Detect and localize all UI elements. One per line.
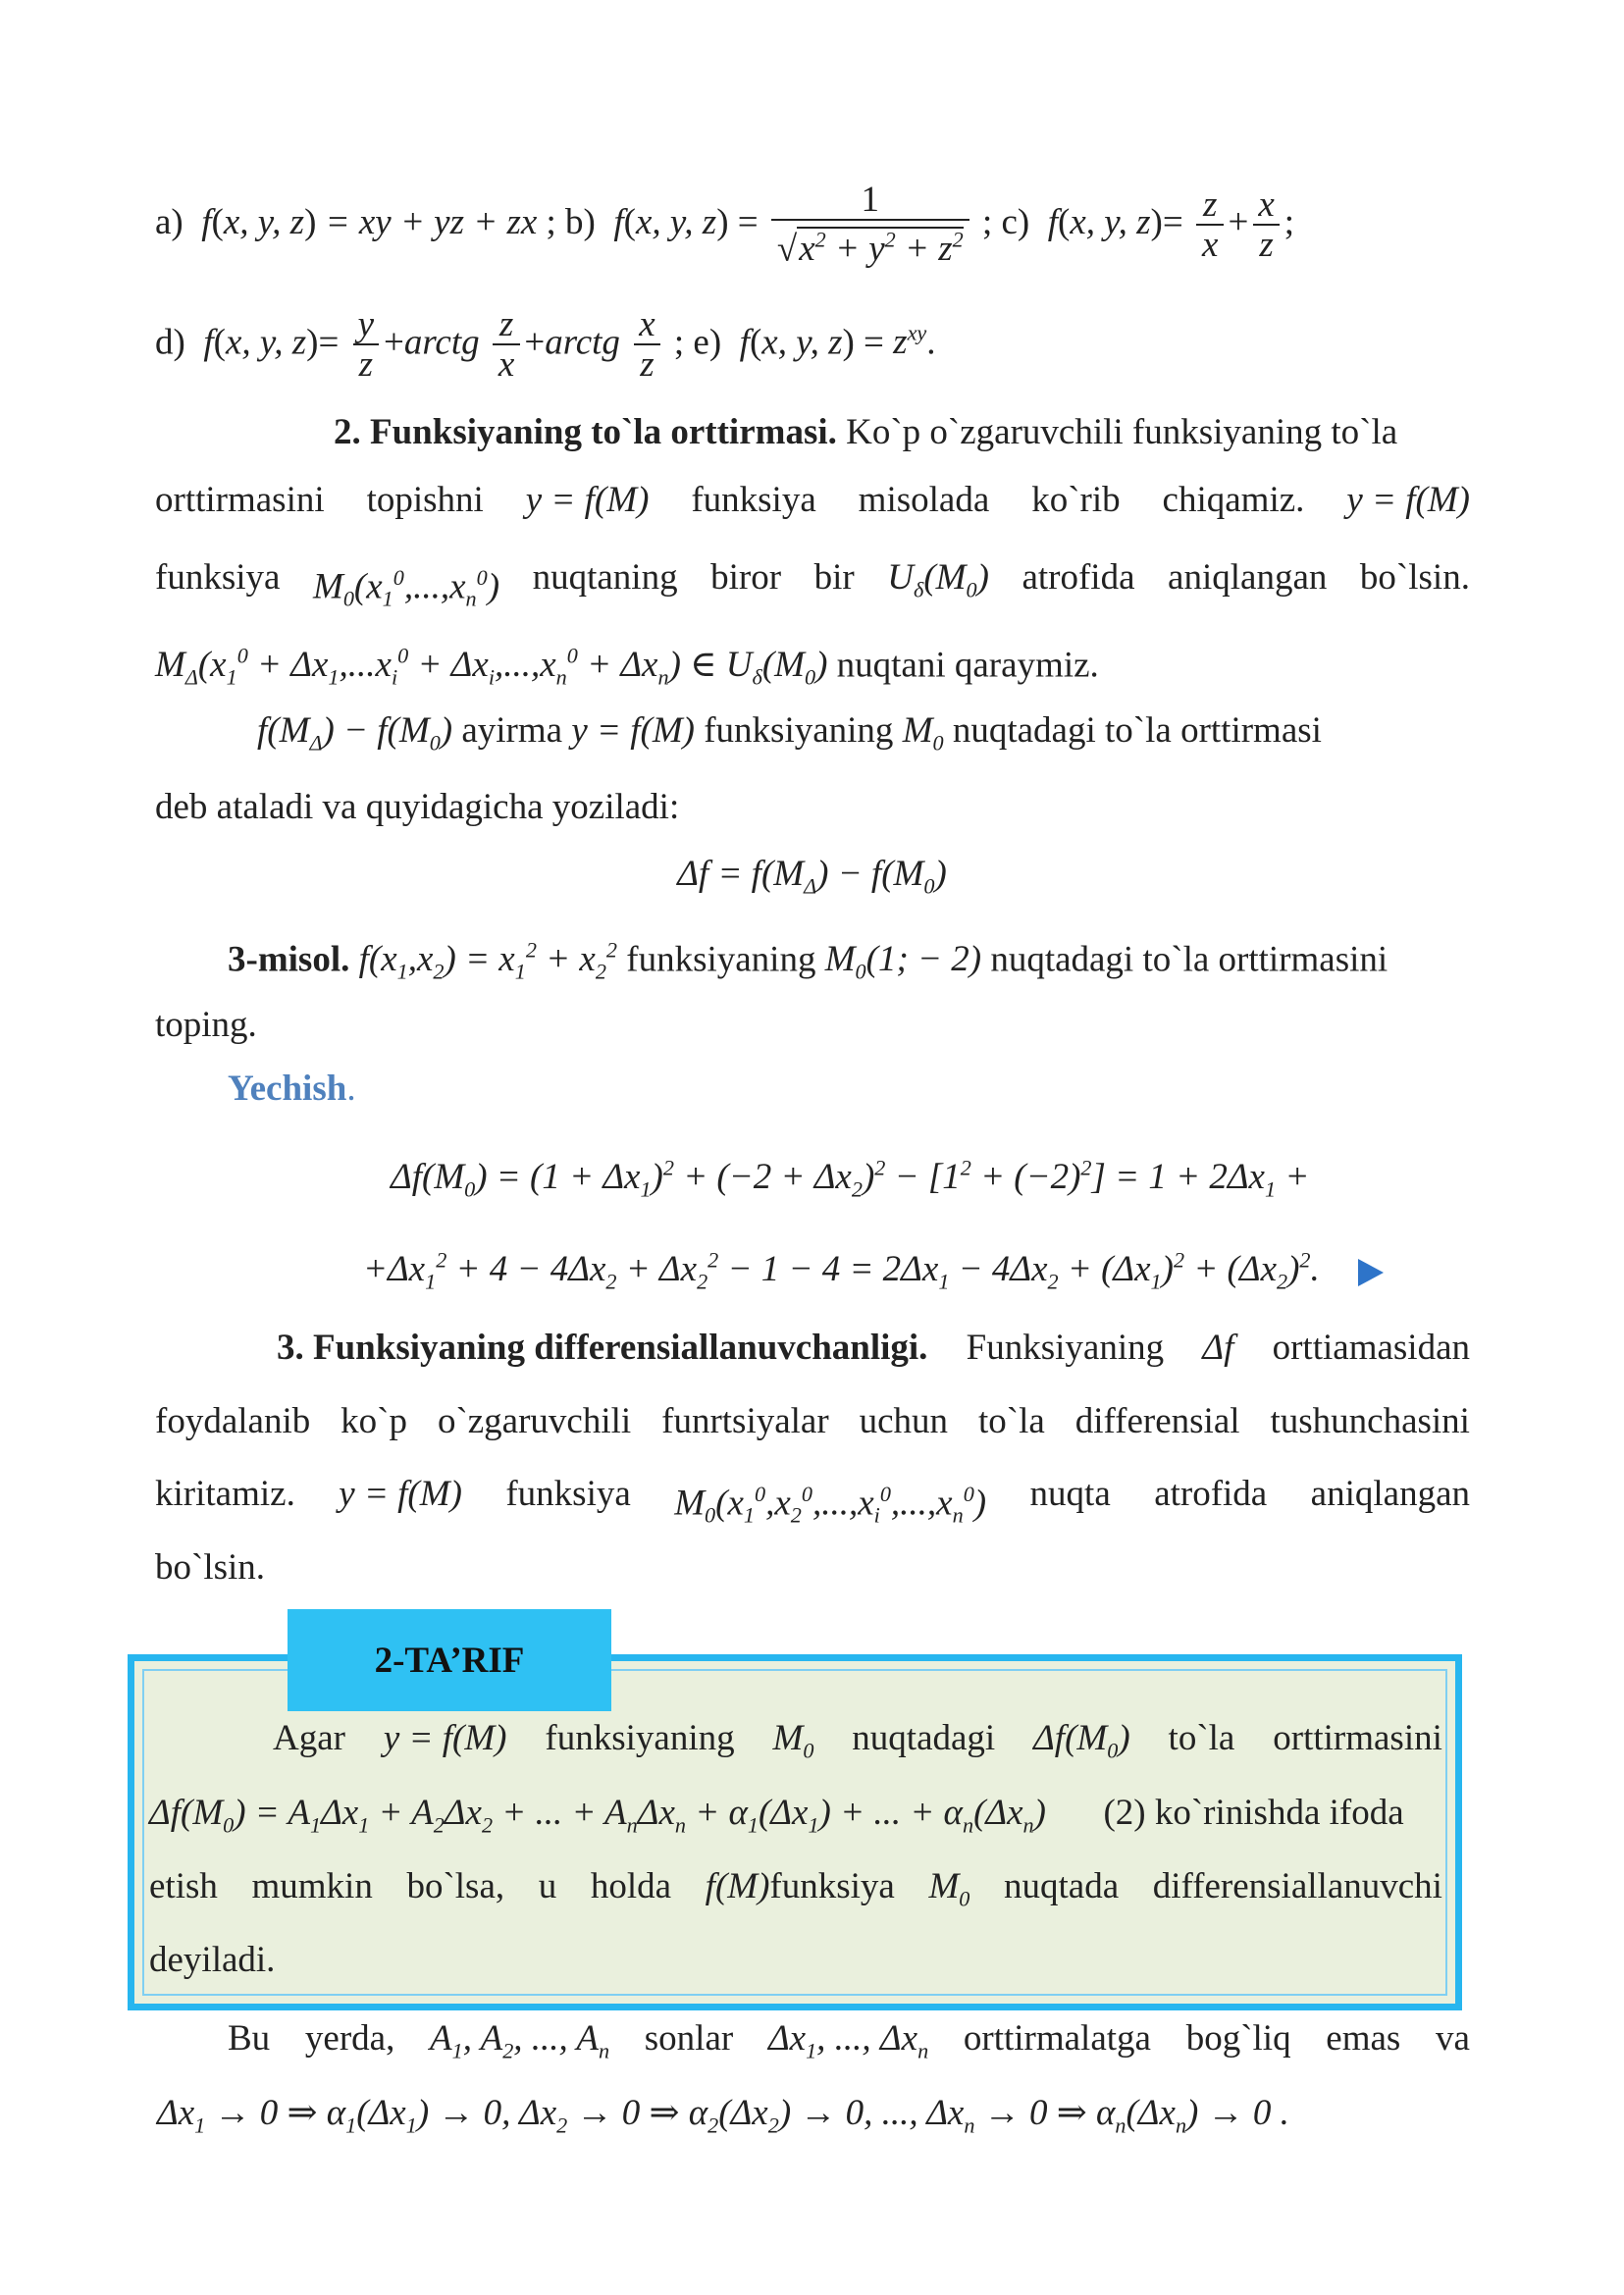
word: Funksiyaning <box>966 1328 1165 1368</box>
word: topishni <box>366 480 484 520</box>
label-e: ; e) <box>673 322 722 363</box>
word: kiritamiz. <box>155 1474 295 1514</box>
section2-line2 <box>155 478 1470 523</box>
formula-limits: $\Delta x_1 \to 0$ ⇒ $\alpha_1(\Delta x_1) \to 0$, $\Delta x_2 \to 0$ ⇒ $\alpha_2(\Delta x_2) \to 0$, ..., $\Delta x_n \to 0$ ⇒ $\alpha_n(\Delta x_n) \to 0$ . <box>157 2093 1289 2138</box>
equation-number: (2) <box>1103 1793 1146 1833</box>
yechish-label: Yechish <box>228 1069 347 1109</box>
section2-intro: Ko`p o`zgaruvchili funksiyaning to`la <box>846 412 1398 452</box>
word: aniqlangan <box>1168 557 1328 598</box>
definition-line3 <box>149 1864 1442 1921</box>
formula-m0-short: $M_0$ <box>772 1718 814 1763</box>
section2-line1 <box>334 410 1397 455</box>
word: bir <box>813 557 855 598</box>
word: yerda, <box>304 2018 395 2059</box>
word: funksiya <box>505 1474 631 1514</box>
word: ko`p <box>341 1401 407 1441</box>
expr-a: = xy + yz + zx <box>325 202 538 243</box>
text: funksiyaning <box>626 939 816 980</box>
section2-heading: 2. Funksiyaning to`la orttirmasi. <box>334 412 837 452</box>
word: nuqtadagi <box>852 1718 996 1758</box>
word: funksiya <box>691 480 816 520</box>
word: bo`lsa, <box>406 1866 505 1906</box>
section2-line6 <box>155 785 679 830</box>
formula-difference: $f(M_\Delta) - f(M_0)$ <box>257 710 453 756</box>
word: funksiyaning <box>545 1718 735 1758</box>
word: misolada <box>858 480 990 520</box>
formula-delta-f-m0: $\Delta f(M_0)$ <box>1033 1718 1130 1763</box>
yechish-dot: . <box>346 1069 356 1109</box>
section2-line5 <box>257 708 1322 765</box>
word: nuqtada <box>1004 1866 1120 1906</box>
definition-line4 <box>149 1938 275 1983</box>
word: u <box>538 1866 557 1906</box>
label-a: a) <box>155 202 183 243</box>
word: emas <box>1326 2018 1401 2059</box>
word: biror <box>710 557 782 598</box>
misol-line2 <box>155 1003 257 1048</box>
formula-increments: $\Delta x_1$, ..., $\Delta x_n$ <box>767 2018 929 2063</box>
word: orttirmasini <box>155 480 325 520</box>
closing-line1 <box>228 2016 1470 2073</box>
word: Bu <box>228 2018 271 2059</box>
section2-line4 <box>155 634 1099 701</box>
definition-line1 <box>273 1716 1442 1773</box>
solution-line2: $+\Delta x_1^2 + 4 - 4\Delta x_2 + \Delta x_2^2 - 1 - 4 = 2\Delta x_1 - 4\Delta x_2 + (\Delta x_1)^2 + (\Delta x_2)^2$. <box>363 1238 1384 1305</box>
formula-coefficients: $A_1$, $A_2$, ..., $A_n$ <box>430 2018 610 2063</box>
word: uchun <box>859 1401 949 1441</box>
word: orttiamasidan <box>1272 1328 1470 1368</box>
fraction-b: $\frac{1}{√x^2 + y^2 + z^2}$ <box>771 182 969 269</box>
closing-line2 <box>157 2091 1289 2148</box>
word: differensial <box>1074 1401 1240 1441</box>
formula-m0: $M_0(x_1^0,...,x_n^0)$ <box>312 565 500 611</box>
label-d: d) <box>155 322 185 363</box>
label-b: ; b) <box>546 202 596 243</box>
end-of-proof-arrow-icon <box>1358 1259 1384 1286</box>
text: deb ataladi va quyidagicha yoziladi: <box>155 787 680 827</box>
word: bo`lsin. <box>1359 557 1470 598</box>
formula-m-delta: $M_\Delta(x_1^0 + \Delta x_1,...x_i^0 + \Delta x_i,...,x_n^0 + \Delta x_n)$ ∈ $U_\delta(M_0)$ <box>155 644 828 690</box>
word: atrofida <box>1022 557 1135 598</box>
word: chiqamiz. <box>1162 480 1305 520</box>
text: bo`lsin. <box>155 1547 266 1588</box>
word: nuqta <box>1029 1474 1111 1514</box>
formula-m0-short: $M_0$ <box>902 710 944 756</box>
formula-y-fm: y = f(M) <box>1346 480 1470 520</box>
section3-line1 <box>277 1326 1470 1371</box>
word: funksiya <box>155 557 281 598</box>
formula-line-de: d) f(x, y, z)= $\frac{y}{z}$ +arctg $\frac{z}{x}$ +arctg $\frac{x}{z}$ ; e) f(x, y, $z) = z^{xy}$. <box>155 304 936 385</box>
word: tushunchasini <box>1270 1401 1470 1441</box>
word: nuqtaning <box>532 557 678 598</box>
word: etish <box>149 1866 218 1906</box>
formula-total-increment: $\Delta f = f(M_\Delta) - f(M_0)$ <box>677 854 947 899</box>
yechish-heading <box>228 1067 356 1112</box>
word: foydalanib <box>155 1401 311 1441</box>
word: aniqlangan <box>1310 1474 1470 1514</box>
formula-y-fm: y = f(M) <box>339 1474 462 1514</box>
word: bog`liq <box>1185 2018 1291 2059</box>
formula-y-fm: y = f(M) <box>571 710 695 751</box>
word: va <box>1436 2018 1470 2059</box>
text: funksiyaning <box>704 710 894 751</box>
word: atrofida <box>1154 1474 1268 1514</box>
text: ko`rinishda ifoda <box>1154 1793 1404 1833</box>
section3-line2 <box>155 1399 1470 1444</box>
text: toping. <box>155 1005 257 1045</box>
text: nuqtadagi to`la orttirmasini <box>990 939 1388 980</box>
word: to`la <box>1168 1718 1235 1758</box>
definition-line2 <box>149 1791 1404 1848</box>
formula-misol: $f(x_1,x_2) = x_1^2 + x_2^2$ <box>358 938 617 984</box>
word: Agar <box>273 1718 345 1758</box>
word: o`zgaruvchili <box>437 1401 632 1441</box>
word: mumkin <box>251 1866 373 1906</box>
solution-line1: $\Delta f(M_0) = (1 + \Delta x_1)^2 + (-2 + \Delta x_2)^2 - [1^2 + (-2)^2] = 1 + 2\Delta x_1$ + <box>391 1156 1310 1202</box>
formula-m0-short: $M_0$ <box>928 1866 970 1911</box>
text: ayirma <box>461 710 563 751</box>
word: funksiya <box>769 1866 895 1906</box>
formula-y-fm: y = f(M) <box>383 1718 507 1758</box>
formula-differential-form: $\Delta f(M_0) = A_1\Delta x_1 + A_2\Delta x_2$ + ... + $A_n\Delta x_n + \alpha_1(\Delta x_1)$ + ... + $\alpha_n(\Delta x_n)$ <box>149 1793 1046 1838</box>
word: ko`rib <box>1031 480 1121 520</box>
label-c: ; c) <box>981 202 1030 243</box>
misol-label: 3-misol. <box>228 939 350 980</box>
section3-heading: 3. Funksiyaning differensiallanuvchanligi. <box>277 1328 928 1368</box>
misol-line1 <box>228 928 1388 995</box>
word: sonlar <box>644 2018 734 2059</box>
word: orttirmasini <box>1273 1718 1442 1758</box>
word: orttirmalatga <box>963 2018 1151 2059</box>
formula-fm: f(M) <box>705 1866 770 1906</box>
formula-y-fm: y = f(M) <box>525 480 650 520</box>
formula-delta-f: Δf <box>1202 1328 1234 1368</box>
text: nuqtani qaraymiz. <box>836 645 1099 686</box>
word: differensiallanuvchi <box>1152 1866 1442 1906</box>
formula-neighborhood: $U_\delta(M_0)$ <box>887 557 989 602</box>
formula-line-abc: a) f(x, y, z) = xy + yz + zx ; b) f(x, y, z) = $\frac{1}{√x^2 + y^2 + z^2}$ ; c) f(x, y, z)= $\frac{z}{x}$ + $\frac{x}{z}$ ; <box>155 180 1295 270</box>
formula-m0-full: $M_0(x_1^0,x_2^0,...,x_i^0,...,x_n^0)$ <box>674 1482 987 1528</box>
text: nuqtadagi to`la orttirmasi <box>952 710 1322 751</box>
formula-point: $M_0(1$; − 2) <box>824 939 982 984</box>
definition-title: 2-TA’RIF <box>374 1640 525 1681</box>
section3-line4 <box>155 1545 265 1591</box>
word: funrtsiyalar <box>661 1401 829 1441</box>
section3-line3 <box>155 1472 1470 1539</box>
text: deyiladi. <box>149 1940 276 1980</box>
word: holda <box>590 1866 672 1906</box>
section2-line3 <box>155 555 1470 622</box>
word: to`la <box>977 1401 1045 1441</box>
definition-tab <box>288 1609 611 1711</box>
